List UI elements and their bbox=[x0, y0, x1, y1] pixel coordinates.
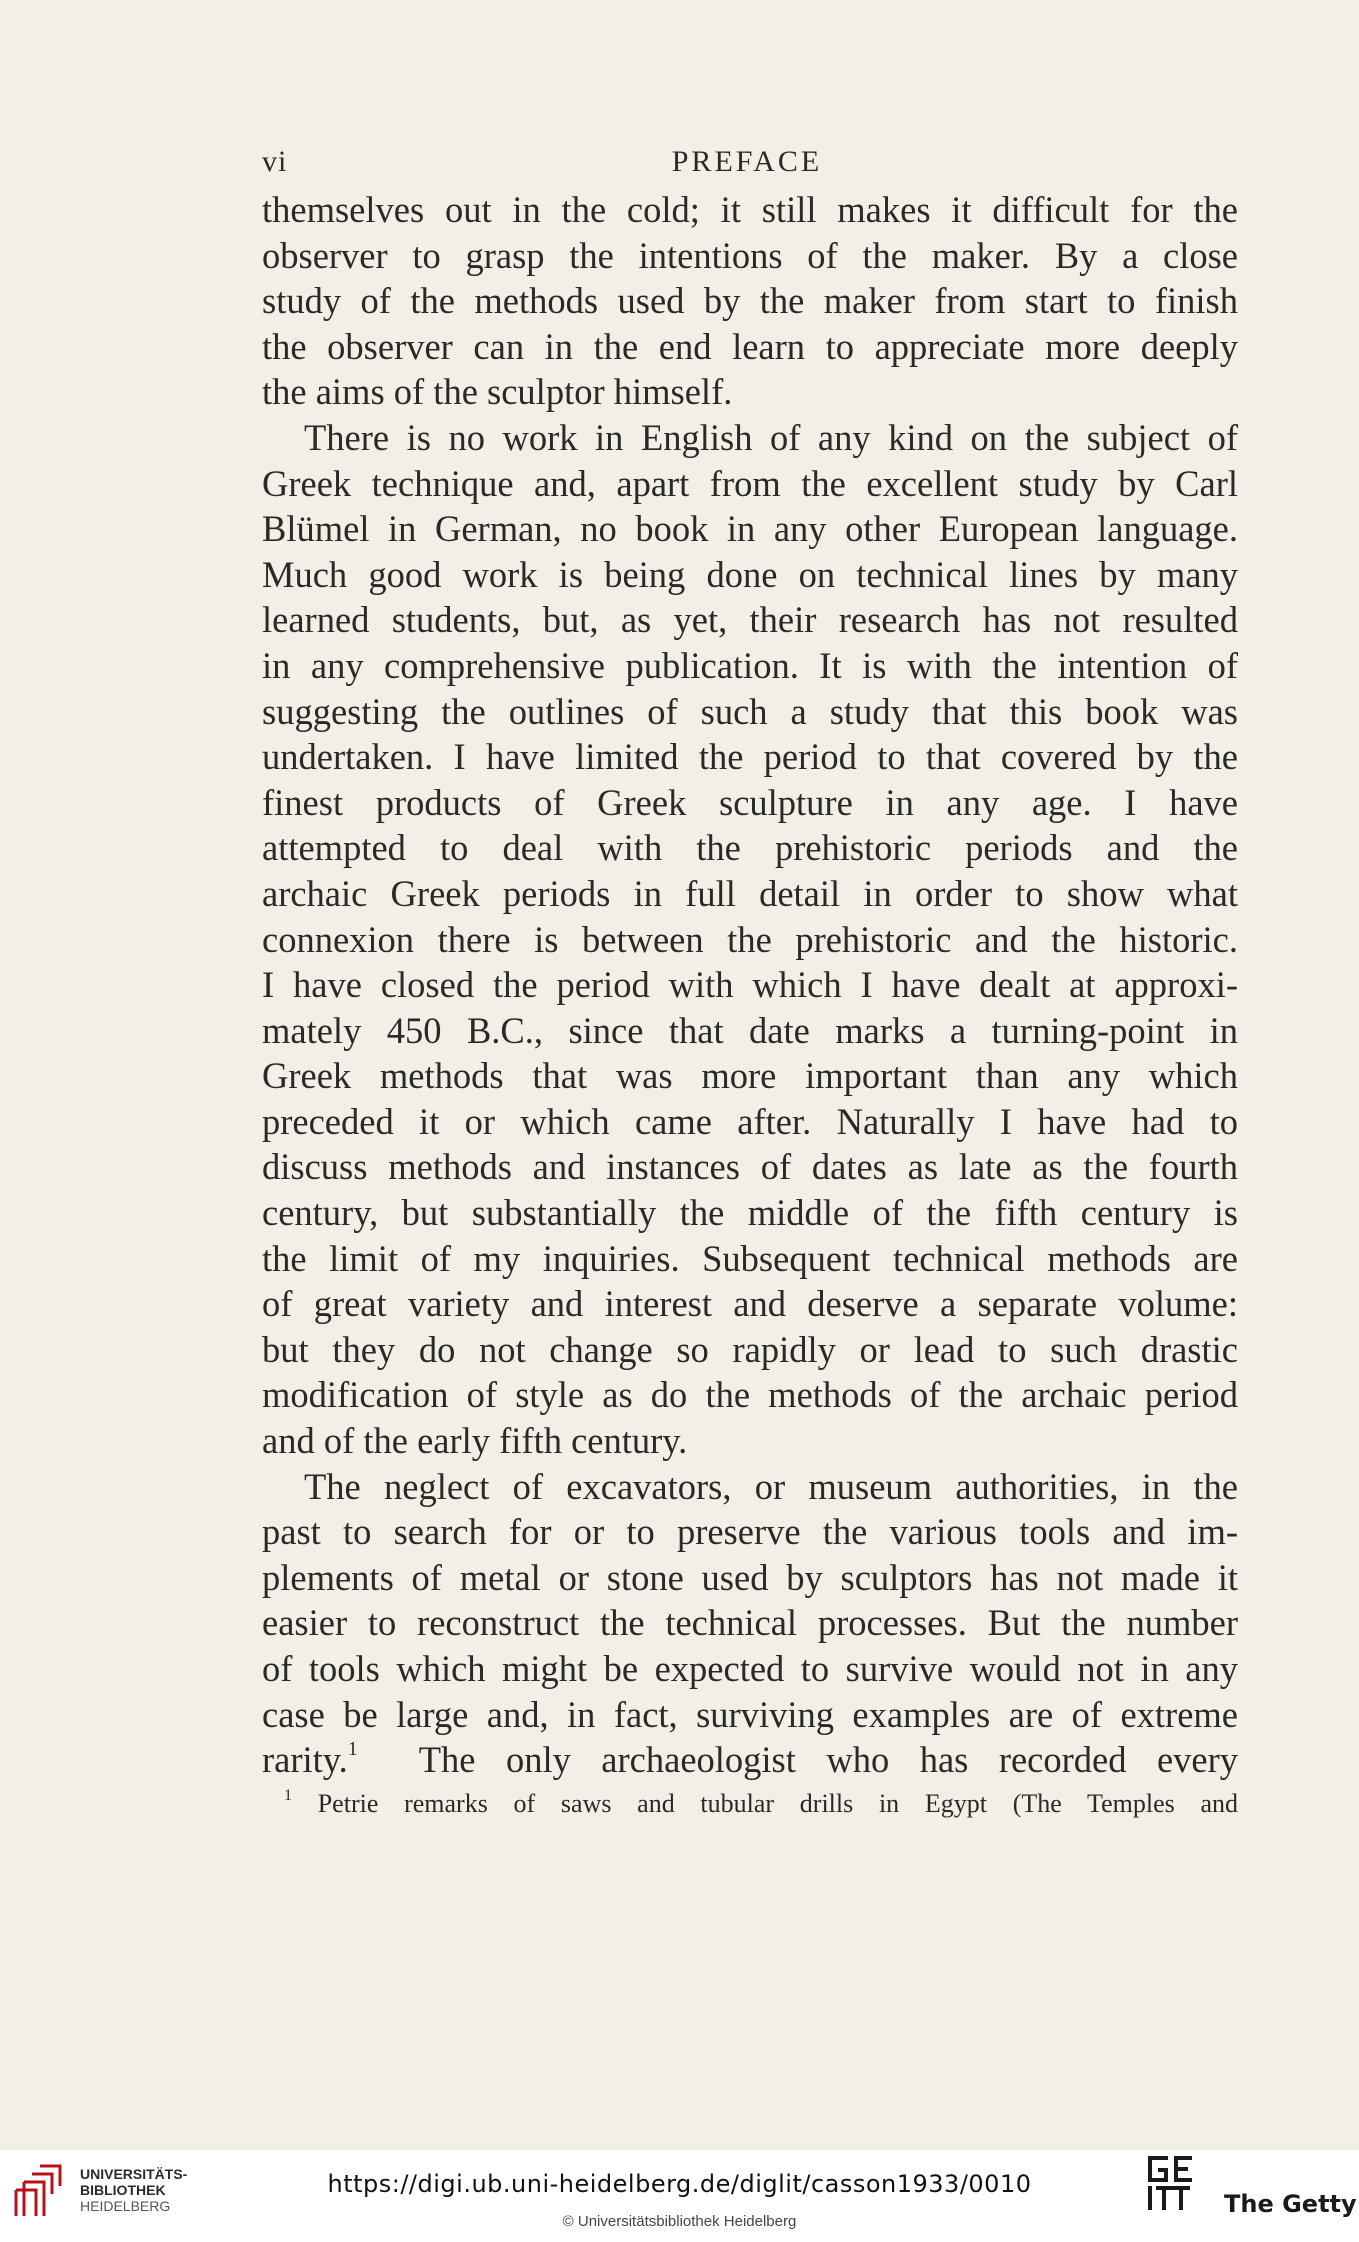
text-fragment: rarity. bbox=[262, 1739, 348, 1781]
text-line: in any comprehensive publication. It is with the intention of bbox=[262, 644, 1238, 686]
library-name-line: UNIVERSITÄTS- bbox=[80, 2166, 188, 2182]
getty-logo-icon bbox=[1146, 2154, 1196, 2214]
text-line: of tools which might be expected to survive would not in any bbox=[262, 1648, 1238, 1689]
text-line: There is no work in English of any kind on the subject of bbox=[304, 416, 1238, 458]
text-line: of great variety and interest and deserve a separate volume: bbox=[262, 1283, 1238, 1325]
text-line: the limit of my inquiries. Subsequent technical methods are bbox=[262, 1237, 1238, 1279]
footnote-marker: 1 bbox=[284, 1787, 292, 1805]
running-title: PREFACE bbox=[671, 145, 823, 178]
text-line: century, but substantially the middle of the fifth century is bbox=[262, 1192, 1238, 1234]
text-line: past to search for or to preserve the various tools and im- bbox=[262, 1511, 1238, 1553]
text-line: and of the early fifth century. bbox=[262, 1420, 688, 1462]
text-line: observer to grasp the intentions of the maker. By a close bbox=[262, 234, 1238, 276]
text-line: preceded it or which came after. Naturally I have had to bbox=[262, 1100, 1238, 1142]
copyright-notice: © Universitätsbibliothek Heidelberg bbox=[562, 2213, 797, 2230]
getty-wordmark: The Getty bbox=[1224, 2190, 1357, 2218]
library-name-line: BIBLIOTHEK bbox=[80, 2182, 166, 2198]
library-name-line: HEIDELBERG bbox=[80, 2198, 171, 2214]
text-line: Greek technique and, apart from the excellent study by Carl bbox=[262, 462, 1238, 504]
text-line: undertaken. I have limited the period to that covered by the bbox=[262, 736, 1238, 778]
text-line: learned students, but, as yet, their research has not resulted bbox=[262, 599, 1238, 641]
text-line bbox=[262, 1737, 1238, 1783]
footnote bbox=[262, 1787, 1238, 1821]
text-line: finest products of Greek sculpture in any age. I have bbox=[262, 781, 1238, 823]
text-line: I have closed the period with which I have dealt at approxi- bbox=[262, 964, 1238, 1006]
text-line: themselves out in the cold; it still makes it difficult for the bbox=[262, 189, 1238, 230]
text-line: easier to reconstruct the technical processes. But the number bbox=[262, 1602, 1238, 1644]
text-line: plements of metal or stone used by sculptors has not made it bbox=[262, 1556, 1238, 1598]
text-line: study of the methods used by the maker from start to finish bbox=[262, 280, 1238, 322]
text-line: Blümel in German, no book in any other European language. bbox=[262, 508, 1238, 550]
text-line: modification of style as do the methods of the archaic period bbox=[262, 1374, 1238, 1416]
text-line: Greek methods that was more important than any which bbox=[262, 1055, 1238, 1097]
page-number: vi bbox=[262, 145, 288, 178]
permalink-url[interactable]: https://digi.ub.uni-heidelberg.de/diglit/casson1933/0010 bbox=[327, 2170, 1032, 2198]
text-line: attempted to deal with the prehistoric periods and the bbox=[262, 827, 1238, 869]
running-head bbox=[262, 145, 1232, 185]
text-line: The neglect of excavators, or museum authorities, in the bbox=[304, 1465, 1238, 1507]
text-line: but they do not change so rapidly or lead to such drastic bbox=[262, 1328, 1238, 1370]
body-text bbox=[262, 187, 1238, 1783]
text-line: the observer can in the end learn to appreciate more deeply bbox=[262, 325, 1238, 367]
text-line: the aims of the sculptor himself. bbox=[262, 371, 733, 413]
text-line: connexion there is between the prehistoric and the historic. bbox=[262, 918, 1238, 960]
text-fragment: The only archaeologist who has recorded every bbox=[418, 1739, 1238, 1781]
footnote-reference: 1 bbox=[347, 1738, 358, 1761]
text-line: suggesting the outlines of such a study that this book was bbox=[262, 690, 1238, 732]
text-line: archaic Greek periods in full detail in order to show what bbox=[262, 872, 1238, 914]
footnote-text: Petrie remarks of saws and tubular drills in Egypt (The Temples and bbox=[317, 1789, 1239, 1818]
text-line: mately 450 B.C., since that date marks a turning-point in bbox=[262, 1009, 1238, 1051]
text-line: discuss methods and instances of dates as late as the fourth bbox=[262, 1146, 1238, 1188]
text-line: case be large and, in fact, surviving examples are of extreme bbox=[262, 1693, 1238, 1735]
text-line: Much good work is being done on technical lines by many bbox=[262, 553, 1238, 595]
